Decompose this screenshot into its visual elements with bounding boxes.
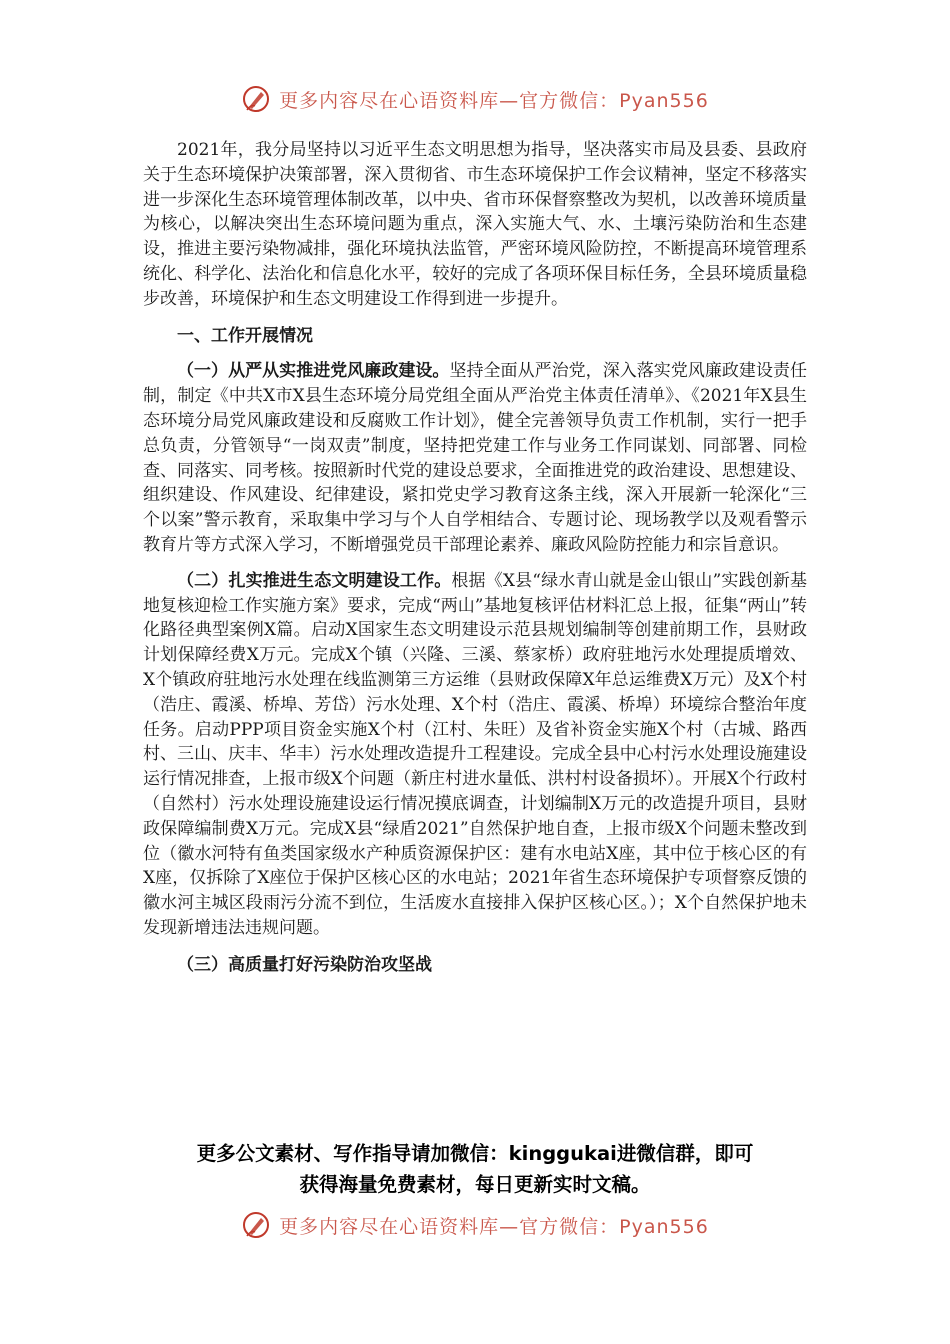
footer-watermark-text: 更多内容尽在心语资料库—官方微信：Pyan556 [279,1215,709,1238]
footer-watermark-banner [0,1210,950,1240]
ecology-lead: （二）扎实推进生态文明建设工作。 [177,570,452,591]
document-body [143,138,807,978]
pollution-section-heading: （三）高质量打好污染防治攻坚战 [177,954,432,975]
party-conduct-body: 坚持全面从严治党，深入落实党风廉政建设责任制，制定《中共X市X县生态环境分局党组全面从严治党主体责任清单》、《2021年X县生态环境分局党风廉政建设和反腐败工作计划》，健全完善领导负责工作机制，实行一把手总负责，分管领导“一岗双责”制度，坚持把党建工作与业务工作同谋划、同部署、同检查、同落实、同考核。按照新时代党的建设总要求，全面推进党的政治建设、思想建设、组织建设、作风建设、纪律建设，紧扣党史学习教育这条主线，深入开展新一轮深化“三个以案”警示教育，采取集中学习与个人自学相结合、专题讨论、现场教学以及观看警示教育片等方式深入学习，不断增强党员干部理论素养、廉政风险防控能力和宗旨意识。 [143,361,808,555]
party-conduct-lead: （一）从严从实推进党风廉政建设。 [177,361,450,382]
ecology-body: 根据《X县“绿水青山就是金山银山”实践创新基地复核迎检工作实施方案》要求，完成“两山”基地复核评估材料汇总上报，征集“两山”转化路径典型案例X篇。启动X国家生态文明建设示范县规划编制等创建前期工作，县财政计划保障经费X万元。完成X个镇（兴隆、三溪、蔡家桥）政府驻地污水处理提质增效、X个镇政府驻地污水处理在线监测第三方运维（县财政保障X年总运维费X万元）及X个村（浩庄、霞溪、桥埠、芳岱）污水处理、X个村（浩庄、霞溪、桥埠）环境综合整治年度任务。启动PPP项目资金实施X个村（江村、朱旺）及省补资金实施X个村（古城、路西村、三山、庆丰、华丰）污水处理改造提升工程建设。完成全县中心村污水处理设施建设运行情况排查，上报市级X个问题（新庄村进水量低、洪村村设备损坏）。开展X个行政村（自然村）污水处理设施建设运行情况摸底调查，计划编制X万元的改造提升项目，县财政保障编制费X万元。完成X县“绿盾2021”自然保护地自查，上报市级X个问题未整改到位（徽水河特有鱼类国家级水产种质资源保护区：建有水电站X座，其中位于核心区的有X座，仅拆除了X座位于保护区核心区的水电站；2021年省生态环境保护专项督察反馈的徽水河主城区段雨污分流不到位，生活废水直接排入保护区核心区。）；X个自然保护地未发现新增违法违规问题。 [143,570,808,938]
promo-line-1: 更多公文素材、写作指导请加微信：kinggukai进微信群，即可 [196,1142,754,1165]
section-heading-work-status: 一、工作开展情况 [177,325,313,346]
pen-circle-logo-icon [241,84,271,114]
promo-line-2: 获得海量免费素材，每日更新实时文稿。 [299,1173,651,1196]
header-watermark-text: 更多内容尽在心语资料库—官方微信：Pyan556 [279,89,709,112]
ecology-paragraph [143,569,807,941]
header-watermark-banner [0,84,950,114]
intro-paragraph: 2021年，我分局坚持以习近平生态文明思想为指导，坚决落实市局及县委、县政府关于生态环境保护决策部署，深入贯彻省、市生态环境保护工作会议精神，坚定不移落实进一步深化生态环境管理体制改革，以中央、省市环保督察整改为契机，以改善环境质量为核心，以解决突出生态环境问题为重点，深入实施大气、水、土壤污染防治和生态建设，推进主要污染物减排，强化环境执法监管，严密环境风险防控，不断提高环境管理系统化、科学化、法治化和信息化水平，较好的完成了各项环保目标任务，全县环境质量稳步改善，环境保护和生态文明建设工作得到进一步提升。 [143,140,807,309]
pen-circle-logo-icon [241,1210,271,1240]
promo-notice [143,1138,807,1200]
party-conduct-paragraph [143,359,807,557]
